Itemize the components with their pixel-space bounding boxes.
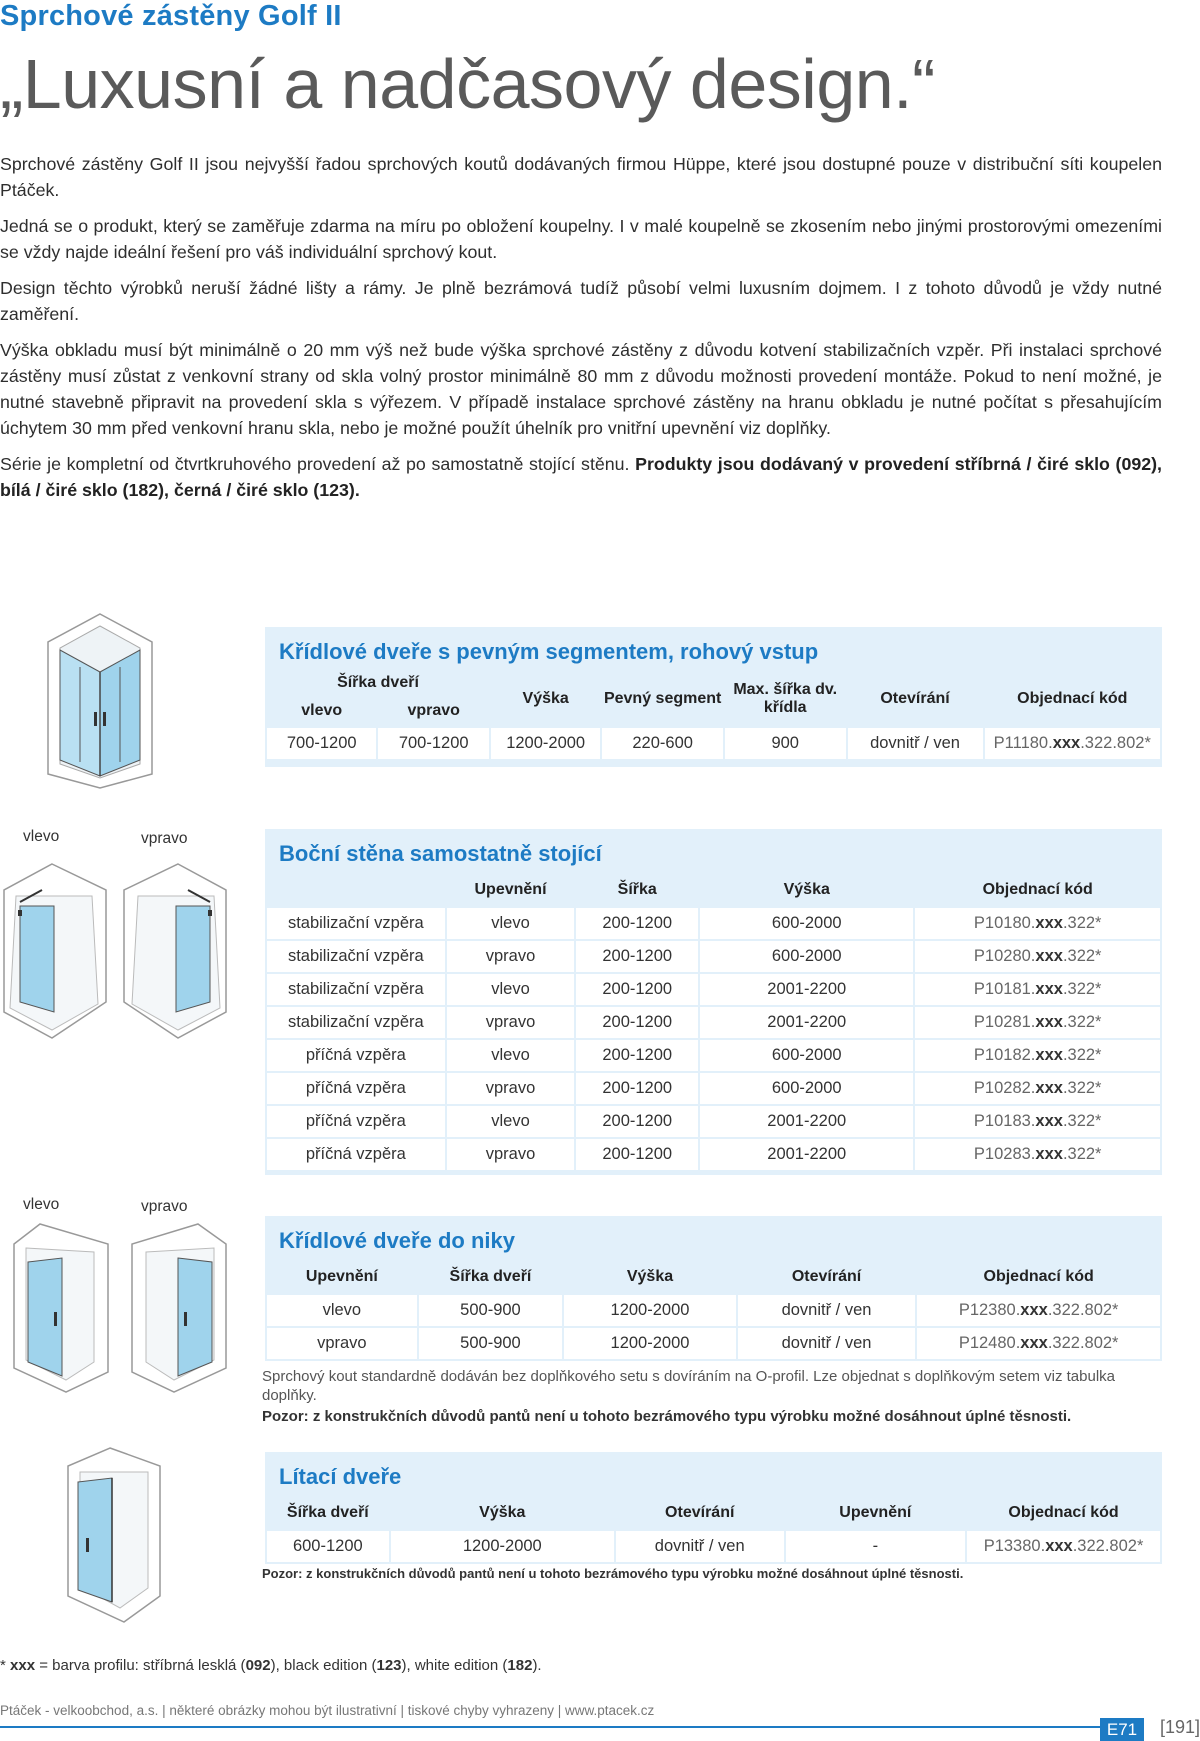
intro-paragraph <box>0 451 1162 503</box>
table-cell: vlevo <box>266 1294 418 1327</box>
side-wall-right-illustration <box>120 862 228 1042</box>
intro-bold: Produkty jsou dodávaný v provedení stříbrná / čiré sklo (092), bílá / čiré sklo (182), černá / čiré sklo (123). <box>0 454 1162 500</box>
code-part: xxx <box>1020 1334 1048 1352</box>
code-part: .322.802* <box>1080 734 1151 752</box>
header-cell: Objednací kód <box>1017 689 1128 707</box>
table-cell: stabilizační vzpěra <box>266 907 446 940</box>
code-part: P11180. <box>993 734 1053 752</box>
niche-door-right-illustration <box>128 1222 230 1394</box>
header-cell: Výška <box>522 689 569 707</box>
order-code <box>916 1294 1161 1327</box>
table-cell: stabilizační vzpěra <box>266 940 446 973</box>
footer-divider <box>0 1726 1100 1728</box>
table-cell: dovnitř / ven <box>737 1294 917 1327</box>
footnote-part: 123 <box>376 1657 402 1674</box>
table-cell: 200-1200 <box>575 1039 699 1072</box>
table-row <box>266 1327 1161 1360</box>
page-title: „Luxusní a nadčasový design.“ <box>0 45 935 123</box>
header-cell: Objednací kód <box>982 880 1093 898</box>
table-cell: 220-600 <box>601 727 724 760</box>
table-cell: 900 <box>724 727 847 760</box>
code-part: .322.802* <box>1047 1334 1119 1352</box>
code-part: xxx <box>1035 1145 1063 1163</box>
table-cell: 200-1200 <box>575 1105 699 1138</box>
code-part: .322.802* <box>1047 1301 1119 1319</box>
code-part: xxx <box>1052 734 1081 752</box>
code-part: .322* <box>1062 1079 1102 1097</box>
order-code <box>914 907 1161 940</box>
label-right: vpravo <box>141 1198 188 1215</box>
warning-note: Pozor: z konstrukčních důvodů pantů není u tohoto bezrámového typu výrobku možné dosáhnout úplné těsnosti. <box>262 1408 1072 1425</box>
footnote-part: 092 <box>245 1657 271 1674</box>
header-cell: Šířka dveří <box>449 1267 532 1285</box>
table-cell: 200-1200 <box>575 973 699 1006</box>
table-cell: vpravo <box>446 1006 576 1039</box>
table-cell: 600-2000 <box>699 940 914 973</box>
table-cell: 600-2000 <box>699 1072 914 1105</box>
code-part: .322* <box>1062 980 1102 998</box>
table-cell: příčná vzpěra <box>266 1138 446 1171</box>
table-side-wall <box>265 829 1162 1175</box>
table-cell: vlevo <box>446 973 576 1006</box>
table-cell: vlevo <box>446 1039 576 1072</box>
code-part: .322* <box>1062 1112 1102 1130</box>
table-cell: příčná vzpěra <box>266 1039 446 1072</box>
table-row <box>266 973 1161 1006</box>
series-title: Sprchové zástěny Golf II <box>0 0 342 32</box>
table-row <box>266 1294 1161 1327</box>
footnote-part: xxx <box>10 1657 36 1674</box>
code-part: P10181. <box>973 980 1036 998</box>
table-cell: vpravo <box>446 1072 576 1105</box>
label-left: vlevo <box>23 1196 60 1213</box>
code-part: P10283. <box>973 1145 1036 1163</box>
note-text: Sprchový kout standardně dodáván bez doplňkového setu s dovíráním na O-profil. Lze objednat s doplňkovým setem viz tabulka doplňky. <box>262 1368 1115 1404</box>
table-cell: vpravo <box>266 1327 418 1360</box>
code-part: P10280. <box>973 947 1036 965</box>
order-code <box>914 1039 1161 1072</box>
code-part: P10182. <box>973 1046 1036 1064</box>
table-cell: vlevo <box>446 907 576 940</box>
order-code <box>966 1530 1161 1563</box>
table-cell: 700-1200 <box>266 727 377 760</box>
order-code <box>916 1327 1161 1360</box>
table <box>265 1260 1162 1361</box>
footnote-part: ), black edition ( <box>270 1657 377 1674</box>
code-part: .322* <box>1062 947 1102 965</box>
table-cell: 1200-2000 <box>563 1327 736 1360</box>
code-part: xxx <box>1035 1112 1063 1130</box>
table-cell: 1200-2000 <box>390 1530 615 1563</box>
code-part: P12480. <box>958 1334 1021 1352</box>
code-part: .322.802* <box>1072 1537 1144 1555</box>
code-part: xxx <box>1035 947 1063 965</box>
table-row <box>266 1105 1161 1138</box>
table-cell: dovnitř / ven <box>847 727 984 760</box>
table-row <box>266 1006 1161 1039</box>
table-title: Lítací dveře <box>279 1464 402 1489</box>
table-cell: 200-1200 <box>575 1006 699 1039</box>
table-cell: stabilizační vzpěra <box>266 973 446 1006</box>
order-code <box>914 940 1161 973</box>
intro-paragraph: Jedná se o produkt, který se zaměřuje zdarma na míru po obložení koupelny. I v malé koupelně se zkosením nebo jinými prostorovými omezeními se vždy najde ideální řešení pro váš individuální sprchový kout. <box>0 216 1162 262</box>
table-row <box>266 727 1161 760</box>
header-cell: vpravo <box>407 701 460 719</box>
table-cell: 200-1200 <box>575 1138 699 1171</box>
table-row <box>266 1138 1161 1171</box>
table-swing-door <box>265 1452 1162 1564</box>
table-row <box>266 907 1161 940</box>
table-corner-door <box>265 627 1162 767</box>
table-cell: vpravo <box>446 1138 576 1171</box>
intro-paragraph: Sprchové zástěny Golf II jsou nejvyšší řadou sprchových koutů dodávaných firmou Hüppe, které jsou dostupné pouze v distribuční síti koupelen Ptáček. <box>0 154 1162 200</box>
table-cell: 200-1200 <box>575 907 699 940</box>
code-part: P10183. <box>973 1112 1036 1130</box>
order-code <box>914 1072 1161 1105</box>
footnote-part: = barva profilu: stříbrná lesklá ( <box>35 1657 246 1674</box>
code-part: xxx <box>1035 914 1063 932</box>
code-part: .322* <box>1062 1145 1102 1163</box>
order-code <box>914 1006 1161 1039</box>
header-cell: Upevnění <box>839 1503 912 1521</box>
header-cell: Max. šířka dv. křídla <box>733 680 838 716</box>
header-cell: Upevnění <box>305 1267 378 1285</box>
table-cell: 600-1200 <box>266 1530 390 1563</box>
intro-paragraph: Design těchto výrobků neruší žádné lišty a rámy. Je plně bezrámová tudíž působí velmi luxusním dojmem. I z tohoto důvodů je vždy nutné zaměření. <box>0 278 1162 324</box>
table <box>265 873 1162 1172</box>
code-part: xxx <box>1045 1537 1073 1555</box>
table <box>265 671 1162 761</box>
table-row <box>266 1039 1161 1072</box>
code-part: xxx <box>1035 1013 1063 1031</box>
side-wall-left-illustration <box>2 862 110 1042</box>
section-badge: E71 <box>1100 1718 1144 1741</box>
table-title: Boční stěna samostatně stojící <box>279 841 602 866</box>
corner-door-illustration <box>40 612 160 792</box>
footnote-part: ). <box>532 1657 542 1674</box>
order-code <box>984 727 1161 760</box>
label-left: vlevo <box>23 828 60 845</box>
header-cell: Objednací kód <box>1008 1503 1119 1521</box>
order-code <box>914 1105 1161 1138</box>
code-part: P10281. <box>973 1013 1036 1031</box>
header-cell: Šířka dveří <box>337 674 419 691</box>
footnote-part: 182 <box>507 1657 533 1674</box>
header-cell: Otevírání <box>791 1267 862 1285</box>
header-cell: Výška <box>783 880 830 898</box>
header-cell <box>266 873 446 907</box>
table-cell: 2001-2200 <box>699 1006 914 1039</box>
intro-text <box>0 151 1162 513</box>
niche-door-left-illustration <box>10 1222 112 1394</box>
header-cell: Otevírání <box>880 689 950 707</box>
table-row <box>266 940 1161 973</box>
table-title: Křídlové dveře s pevným segmentem, rohový vstup <box>279 639 819 664</box>
intro-normal: Série je kompletní od čtvrtkruhového provedení až po samostatně stojící stěnu. <box>0 454 636 474</box>
table-row <box>266 1530 1161 1563</box>
header-cell: Objednací kód <box>983 1267 1094 1285</box>
order-code <box>914 973 1161 1006</box>
table-cell: vpravo <box>446 940 576 973</box>
table-cell: 500-900 <box>418 1327 564 1360</box>
table-cell: 1200-2000 <box>490 727 601 760</box>
table-cell: příčná vzpěra <box>266 1105 446 1138</box>
table <box>265 1496 1162 1564</box>
code-part: .322* <box>1062 1013 1102 1031</box>
table-cell: dovnitř / ven <box>615 1530 785 1563</box>
table-cell: vlevo <box>446 1105 576 1138</box>
intro-paragraph: Výška obkladu musí být minimálně o 20 mm výš než bude výška sprchové zástěny z důvodu kotvení stabilizačních vzpěr. Při instalaci sprchové zástěny musí zůstat z venkovní strany od skla volný prostor minimálně 80 mm z důvodu možnosti provedení montáže. Pokud to není možné, je nutné stavebně připravit na provedení skla s výřezem. V případě instalace sprchové zástěny na hranu obkladu je nutné počítat s přesahujícím úchytem 30 mm před venkovní hranu skla, nebo je možné použít úhelník pro vnitřní upevnění viz doplňky. <box>0 340 1162 438</box>
table-cell: stabilizační vzpěra <box>266 1006 446 1039</box>
code-part: P10180. <box>973 914 1036 932</box>
table-cell: dovnitř / ven <box>737 1327 917 1360</box>
table-cell: 200-1200 <box>575 940 699 973</box>
table-cell: - <box>785 1530 967 1563</box>
warning-note: Pozor: z konstrukčních důvodů pantů není u tohoto bezrámového typu výrobku možné dosáhnout úplné těsnosti. <box>262 1566 964 1581</box>
footer-text: Ptáček - velkoobchod, a.s. | některé obrázky mohou být ilustrativní | tiskové chyby vyhrazeny | www.ptacek.cz <box>0 1703 655 1718</box>
order-code <box>914 1138 1161 1171</box>
code-part: xxx <box>1035 1079 1063 1097</box>
footnote-part: * <box>0 1657 11 1674</box>
code-part: P13380. <box>983 1537 1046 1555</box>
header-cell: Výška <box>626 1267 674 1285</box>
label-right: vpravo <box>141 830 188 847</box>
footnote-part: ), white edition ( <box>401 1657 508 1674</box>
table-row <box>266 1072 1161 1105</box>
swing-door-illustration <box>64 1446 164 1626</box>
page-number: [191] <box>1160 1717 1200 1737</box>
table-cell: 700-1200 <box>377 727 490 760</box>
code-part: xxx <box>1020 1301 1048 1319</box>
footnote <box>0 1657 542 1674</box>
table-cell: 600-2000 <box>699 1039 914 1072</box>
code-part: xxx <box>1035 1046 1063 1064</box>
code-part: P10282. <box>973 1079 1036 1097</box>
header-cell: Pevný segment <box>603 689 722 707</box>
code-part: xxx <box>1035 980 1063 998</box>
header-cell: Výška <box>479 1503 526 1521</box>
table-cell: 1200-2000 <box>563 1294 736 1327</box>
header-cell: Šířka <box>617 880 657 898</box>
table-cell: 2001-2200 <box>699 973 914 1006</box>
header-cell: Upevnění <box>474 880 547 898</box>
table-cell: 500-900 <box>418 1294 564 1327</box>
table-cell: 2001-2200 <box>699 1138 914 1171</box>
header-cell: Otevírání <box>665 1503 735 1521</box>
code-part: .322* <box>1062 914 1102 932</box>
table-cell: 2001-2200 <box>699 1105 914 1138</box>
header-cell: Šířka dveří <box>286 1503 369 1521</box>
code-part: .322* <box>1062 1046 1102 1064</box>
table-niche-door <box>265 1216 1162 1361</box>
table-cell: 600-2000 <box>699 907 914 940</box>
code-part: P12380. <box>958 1301 1021 1319</box>
table-cell: příčná vzpěra <box>266 1072 446 1105</box>
header-cell: vlevo <box>301 701 343 719</box>
table-title: Křídlové dveře do niky <box>279 1228 515 1253</box>
table-cell: 200-1200 <box>575 1072 699 1105</box>
